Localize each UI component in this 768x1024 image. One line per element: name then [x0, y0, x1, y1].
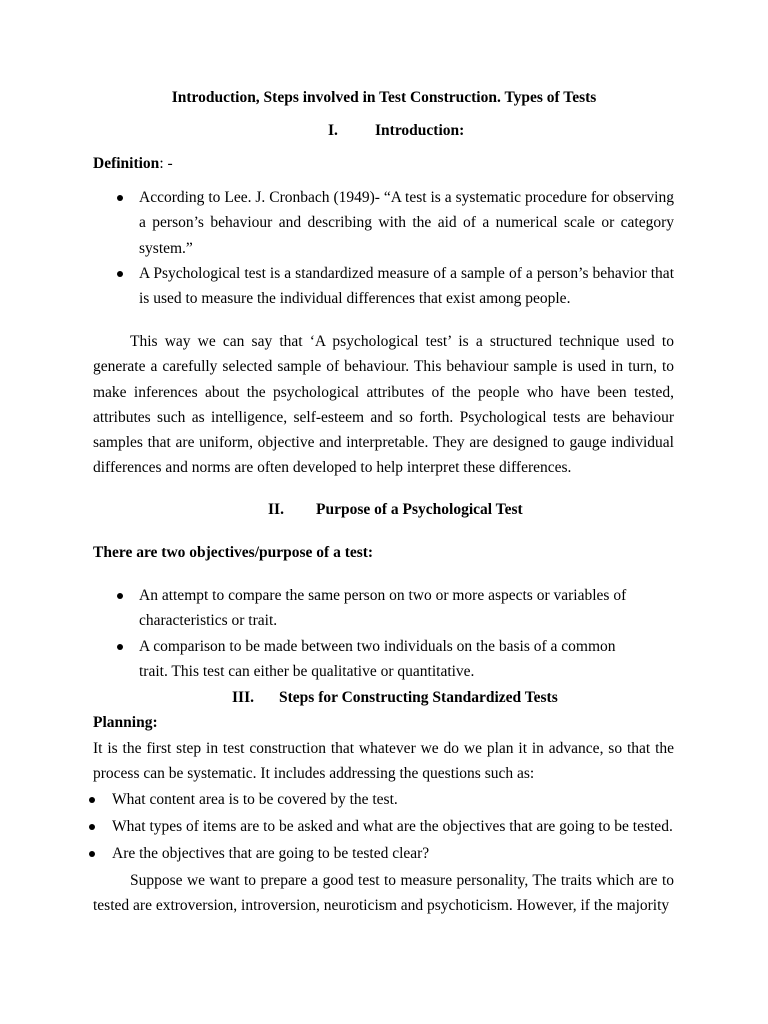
section-3-heading: Steps for Constructing Standardized Tests: [279, 689, 558, 706]
bullet-icon: [117, 593, 123, 599]
planning-bullet-3: Are the objectives that are going to be tested clear?: [112, 845, 430, 862]
section-2-heading: Purpose of a Psychological Test: [316, 501, 523, 518]
objective-bullet-2-line2: trait. This test can either be qualitative or quantitative.: [139, 663, 475, 680]
bullet-icon: [117, 644, 123, 650]
planning-bullet-1: What content area is to be covered by the test.: [112, 791, 398, 808]
document-title: Introduction, Steps involved in Test Construction. Types of Tests: [171, 89, 597, 106]
bullet-icon: [89, 824, 95, 830]
definition-line: [93, 154, 173, 174]
bullet-icon: [89, 851, 95, 857]
closing-paragraph: Suppose we want to prepare a good test to measure personality, The traits which are to tested are extroversion, introversion, neuroticism and psychoticism. However, if the majority: [93, 872, 674, 915]
objectives-heading: There are two objectives/purpose of a test:: [93, 544, 374, 561]
section-3-numeral: III.: [232, 689, 254, 706]
definition-bullet-2: A Psychological test is a standardized measure of a sample of a person’s behavior that is used to measure the individual differences that exist among people.: [139, 265, 674, 308]
definition-suffix: : -: [159, 155, 173, 172]
section-1-heading: Introduction:: [375, 122, 465, 139]
planning-label: Planning:: [93, 714, 158, 731]
planning-bullet-2: What types of items are to be asked and what are the objectives that are going to be tested.: [112, 818, 673, 835]
objective-bullet-1-line2: characteristics or trait.: [139, 612, 278, 629]
bullet-icon: [89, 797, 95, 803]
definition-label: Definition: [93, 155, 160, 172]
planning-paragraph: It is the first step in test construction that whatever we do we plan it in advance, so that the process can be systematic. It includes addressing the questions such as:: [93, 740, 674, 783]
objective-bullet-2-line1: A comparison to be made between two individuals on the basis of a common: [139, 638, 616, 655]
definition-bullet-1: According to Lee. J. Cronbach (1949)- “A test is a systematic procedure for observing a person’s behaviour and describing with the aid of a numerical scale or category system.”: [139, 189, 674, 257]
intro-paragraph: This way we can say that ‘A psychological test’ is a structured technique used to generate a carefully selected sample of behaviour. This behaviour sample is used in turn, to make inferences about the psychological attributes of the people who have been tested, attributes such as intelligence, self-esteem and so forth. Psychological tests are behaviour samples that are uniform, objective and interpretable. They are designed to gauge individual differences and norms are often developed to help interpret these differences.: [93, 333, 674, 477]
bullet-icon: [117, 195, 123, 201]
bullet-icon: [117, 271, 123, 277]
section-2-numeral: II.: [268, 501, 284, 518]
objective-bullet-1-line1: An attempt to compare the same person on two or more aspects or variables of: [139, 587, 627, 604]
section-1-numeral: I.: [328, 122, 338, 139]
